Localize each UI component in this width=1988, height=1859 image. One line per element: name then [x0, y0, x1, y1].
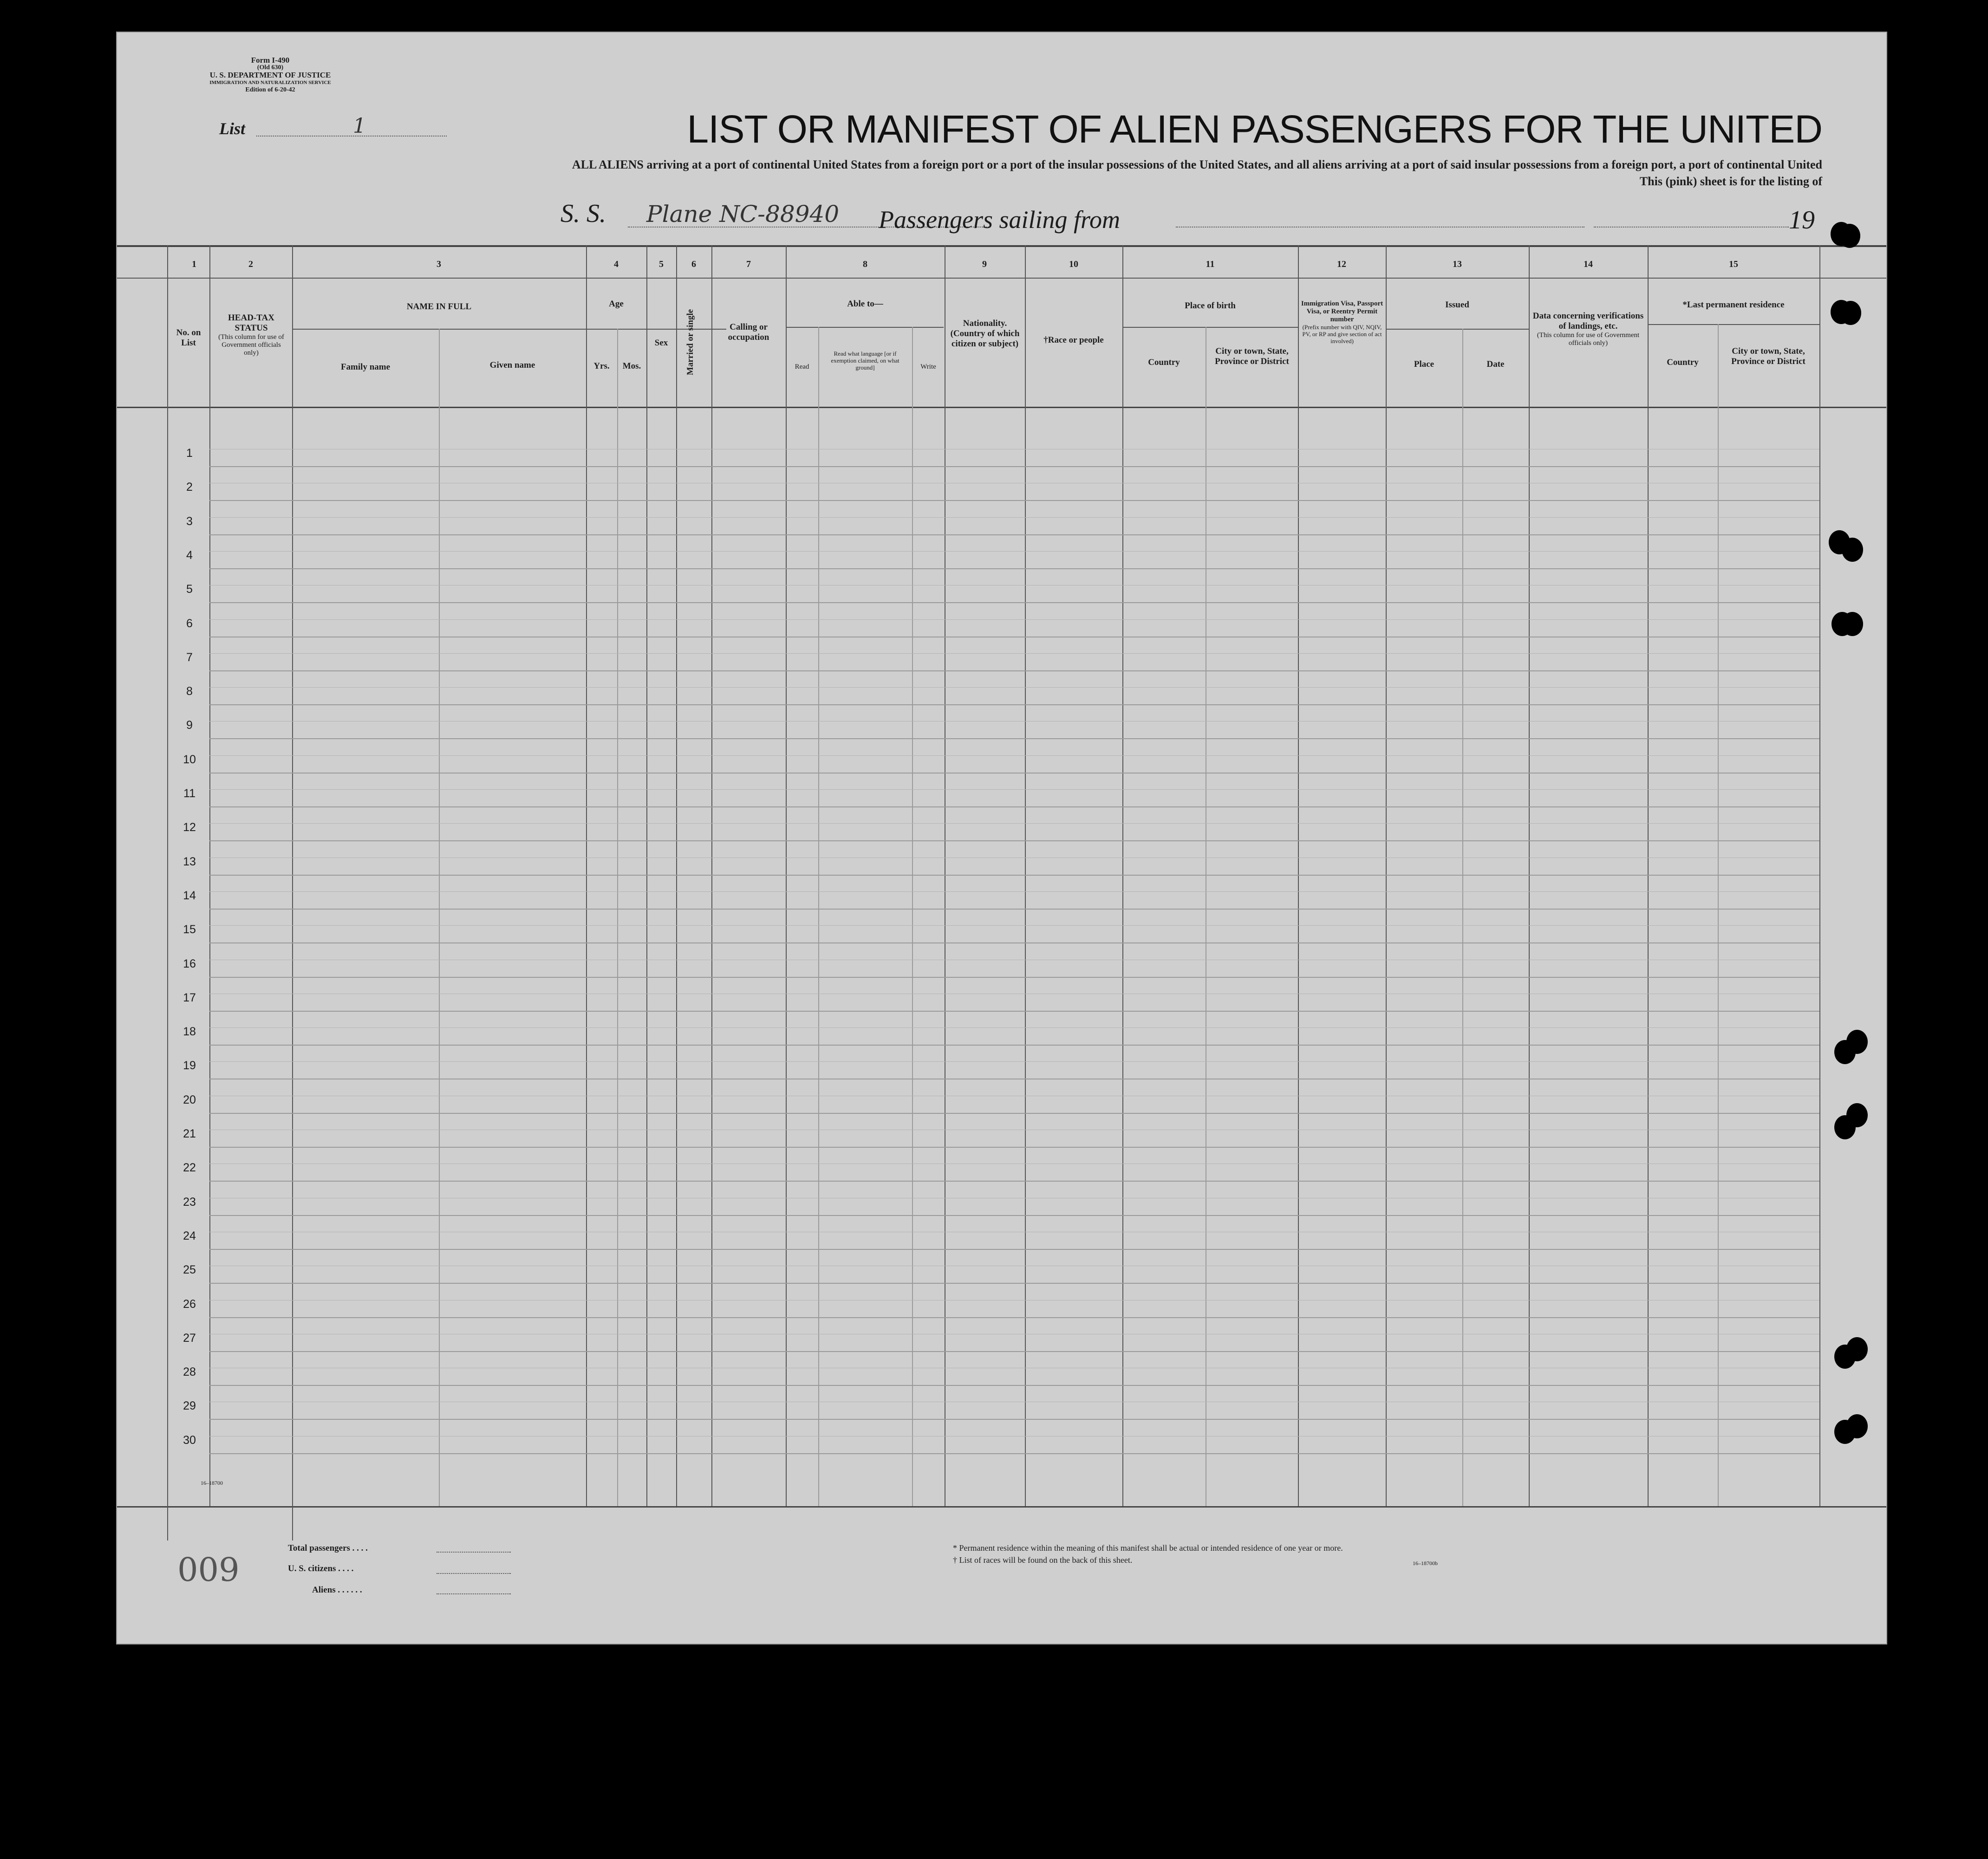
hdr-family-name: Family name [340, 362, 391, 372]
col-line-3 [292, 245, 293, 1540]
colnum-2: 2 [248, 259, 253, 269]
row-number: 18 [183, 1025, 196, 1039]
footnote-residence: * Permanent residence within the meaning of this manifest shall be actual or intended residence of one year or more. [953, 1543, 1343, 1553]
colnum-12: 12 [1337, 259, 1346, 269]
col-line-1 [167, 245, 168, 1540]
row-number: 12 [183, 821, 196, 834]
row-rule [209, 806, 1819, 807]
row-subrule [209, 789, 1819, 790]
last-residence-subline [1648, 324, 1819, 325]
manifest-sheet [116, 32, 1887, 1644]
row-rule [209, 909, 1819, 910]
row-rule [209, 704, 1819, 705]
row-number: 30 [183, 1433, 196, 1447]
total-passengers-label: Total passengers . . . . [288, 1543, 368, 1553]
punch-hole [1839, 224, 1860, 248]
row-rule [209, 534, 1819, 535]
row-number: 17 [183, 991, 196, 1004]
row-rule [209, 1011, 1819, 1012]
aliens-label: Aliens . . . . . . [312, 1585, 362, 1595]
print-code: 16–18700 [201, 1480, 223, 1486]
row-rule [209, 1385, 1819, 1386]
hdr-city-town-2: City or town, State, Province or District [1731, 346, 1805, 366]
row-rule [209, 1249, 1819, 1250]
hdr-calling: Calling or occupation [728, 322, 769, 342]
sailing-from-line [1176, 227, 1584, 228]
row-number: 13 [183, 855, 196, 868]
hdr-head-tax-note: (This column for use of Government officials only) [218, 333, 284, 357]
col-line-yrs-mos [617, 329, 618, 1506]
col-line-read [818, 327, 819, 1506]
hdr-no-on-list: No. on List [176, 328, 201, 348]
hdr-married: Married or single [685, 309, 695, 376]
hdr-place: Place [1414, 359, 1434, 369]
row-number: 15 [183, 923, 196, 936]
row-number: 9 [186, 719, 193, 732]
row-number: 26 [183, 1297, 196, 1311]
hdr-name-in-full: NAME IN FULL [406, 302, 472, 312]
col-line-right [1819, 245, 1820, 1506]
row-number: 29 [183, 1399, 196, 1413]
colnum-6: 6 [691, 259, 696, 269]
page-title: LIST OR MANIFEST OF ALIEN PASSENGERS FOR THE UNITED [687, 107, 1822, 151]
us-citizens-label: U. S. citizens . . . . [288, 1564, 354, 1573]
punch-hole [1840, 301, 1861, 325]
table-bottom-border [117, 1506, 1886, 1508]
row-number: 5 [186, 583, 193, 596]
hdr-age: Age [609, 299, 624, 309]
row-subrule [209, 517, 1819, 518]
issued-subline [1386, 329, 1529, 330]
row-rule [209, 1419, 1819, 1420]
row-rule [209, 738, 1819, 739]
row-number: 22 [183, 1161, 196, 1175]
row-subrule [209, 1027, 1819, 1028]
hdr-country-2: Country [1667, 358, 1699, 367]
col-line-place-date [1462, 329, 1463, 1506]
row-subrule [209, 1061, 1819, 1062]
row-number: 24 [183, 1229, 196, 1242]
row-rule [209, 602, 1819, 603]
row-number: 4 [186, 548, 193, 562]
hdr-last-residence: *Last permanent residence [1682, 300, 1785, 310]
row-number: 23 [183, 1195, 196, 1209]
vessel-name: Plane NC-88940 [646, 201, 840, 228]
hdr-place-of-birth: Place of birth [1185, 301, 1236, 311]
hdr-issued: Issued [1445, 300, 1469, 310]
row-number: 10 [183, 753, 196, 766]
header-bottom-border [117, 407, 1886, 408]
hdr-visa-note: (Prefix number with QIV, NQIV, PV, or RP and give section of act involved) [1302, 324, 1382, 344]
hdr-read: Read [795, 363, 809, 370]
row-rule [209, 1283, 1819, 1284]
table-top-border [117, 245, 1886, 247]
row-rule [209, 1317, 1819, 1318]
list-value: 1 [353, 114, 366, 138]
row-rule [209, 1045, 1819, 1046]
hdr-city-town: City or town, State, Province or District [1215, 346, 1289, 366]
name-age-subline [292, 329, 726, 330]
list-label: List [219, 119, 246, 138]
hdr-yrs: Yrs. [593, 361, 610, 371]
colnum-8: 8 [863, 259, 867, 269]
row-number: 6 [186, 617, 193, 630]
row-rule [209, 670, 1819, 671]
row-subrule [209, 721, 1819, 722]
row-rule [209, 773, 1819, 774]
row-number: 28 [183, 1365, 196, 1379]
row-number: 3 [186, 514, 193, 528]
row-rule [209, 1147, 1819, 1148]
footnote-code: 16–18700b [1413, 1560, 1438, 1566]
hdr-data-note: (This column for use of Government officials only) [1537, 332, 1640, 347]
row-number: 20 [183, 1093, 196, 1106]
row-number: 21 [183, 1127, 196, 1140]
row-rule [209, 1453, 1819, 1454]
row-rule [209, 500, 1819, 501]
row-number: 27 [183, 1331, 196, 1345]
row-subrule [209, 925, 1819, 926]
row-number: 8 [186, 685, 193, 698]
place-of-birth-subline [1122, 327, 1298, 328]
colnum-7: 7 [746, 259, 751, 269]
colnum-4: 4 [614, 259, 619, 269]
row-number: 1 [186, 447, 193, 460]
hdr-able-to: Able to— [847, 299, 883, 309]
colnum-13: 13 [1453, 259, 1462, 269]
hdr-date: Date [1486, 359, 1505, 369]
hdr-visa [1300, 300, 1384, 344]
col-line-country-city2 [1718, 324, 1719, 1506]
subtitle-line-1: ALL ALIENS arriving at a port of continental United States from a foreign port or a port of the insular possessions of the United States, and all aliens arriving at a port of said insular possessions from a foreign port, a port of continental United [572, 158, 1822, 171]
sailing-label: Passengers sailing from [879, 206, 1121, 234]
vessel-prefix: S. S. [561, 199, 606, 228]
colnum-3: 3 [437, 259, 441, 269]
row-subrule [209, 551, 1819, 552]
form-edition: Edition of 6-20-42 [245, 86, 295, 93]
aliens-line [437, 1593, 511, 1594]
hdr-write: Write [920, 363, 936, 370]
form-old: (Old 630) [257, 64, 284, 71]
able-to-subline [786, 327, 944, 328]
row-number: 11 [183, 787, 196, 800]
colnum-1: 1 [192, 259, 196, 269]
row-rule [209, 1113, 1819, 1114]
hdr-mos: Mos. [622, 361, 641, 371]
hdr-head-tax-label: HEAD-TAX STATUS [228, 313, 274, 333]
row-rule [209, 977, 1819, 978]
row-subrule [209, 619, 1819, 620]
row-rule [209, 1351, 1819, 1352]
punch-hole [1842, 538, 1863, 562]
form-service: IMMIGRATION AND NATURALIZATION SERVICE [209, 80, 331, 85]
hdr-sex: Sex [654, 338, 668, 348]
row-rule [209, 840, 1819, 841]
hdr-read-language: Read what language [or if exemption claimed, on what ground] [831, 350, 899, 371]
form-info [201, 57, 340, 94]
colnum-10: 10 [1069, 259, 1078, 269]
row-subrule [209, 891, 1819, 892]
colnum-9: 9 [982, 259, 987, 269]
subtitle-line-2: This (pink) sheet is for the listing of [1639, 175, 1822, 188]
hdr-data-concerning [1532, 311, 1644, 347]
row-rule [209, 466, 1819, 467]
colnum-5: 5 [659, 259, 664, 269]
row-rule [209, 1215, 1819, 1216]
col-line-write [912, 327, 913, 1506]
year-prefix: 19 [1789, 206, 1815, 234]
row-number: 25 [183, 1263, 196, 1277]
row-subrule [209, 755, 1819, 756]
total-passengers-line [437, 1552, 511, 1553]
punch-hole [1846, 1103, 1868, 1127]
row-number: 19 [183, 1059, 196, 1072]
row-rule [209, 942, 1819, 943]
stamp-number: 009 [177, 1551, 240, 1589]
row-number: 16 [183, 957, 196, 970]
row-number: 2 [186, 481, 193, 494]
row-rule [209, 1181, 1819, 1182]
hdr-race: †Race or people [1043, 335, 1104, 345]
row-rule [209, 875, 1819, 876]
hdr-data-label: Data concerning verifications of landings, etc. [1532, 311, 1644, 331]
form-number: Form I-490 [251, 56, 290, 65]
row-number: 14 [183, 889, 196, 902]
colnum-row-divider [117, 278, 1886, 279]
hdr-head-tax [215, 313, 288, 357]
punch-hole [1842, 612, 1863, 636]
colnum-15: 15 [1729, 259, 1738, 269]
date-line [1594, 227, 1789, 228]
row-subrule [209, 687, 1819, 688]
punch-hole [1846, 1337, 1868, 1361]
hdr-given-name: Given name [489, 360, 535, 370]
us-citizens-line [437, 1573, 511, 1574]
punch-hole [1846, 1414, 1868, 1438]
form-dept: U. S. DEPARTMENT OF JUSTICE [209, 71, 331, 79]
colnum-11: 11 [1206, 259, 1215, 269]
row-subrule [209, 823, 1819, 824]
hdr-nationality: Nationality. (Country of which citizen or subject) [950, 318, 1020, 349]
punch-hole [1846, 1030, 1868, 1054]
colnum-14: 14 [1584, 259, 1593, 269]
row-subrule [209, 653, 1819, 654]
footnote-races: † List of races will be found on the back of this sheet. [953, 1555, 1133, 1565]
row-number: 7 [186, 650, 193, 664]
hdr-country: Country [1148, 358, 1180, 367]
row-rule [209, 568, 1819, 569]
col-line-family-given [439, 329, 440, 1506]
hdr-visa-label: Immigration Visa, Passport Visa, or Reentry Permit number [1301, 300, 1383, 323]
